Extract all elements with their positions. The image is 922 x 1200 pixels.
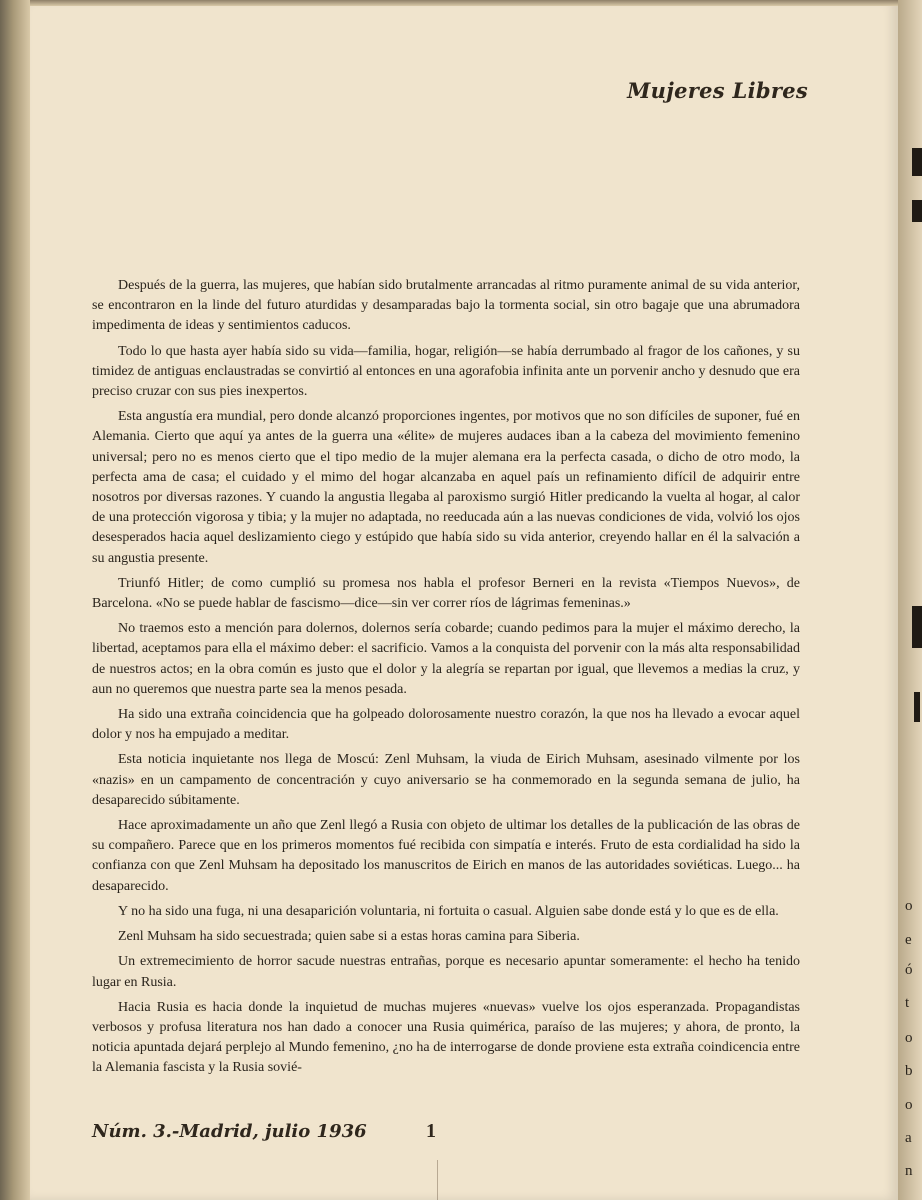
article-paragraph: No traemos esto a mención para dolernos, dolernos sería cobarde; cuando pedimos para la mujer el máximo derecho, la libertad, aceptamos para ella el máximo deber: el sacrificio. Vamos a la conquista del porvenir con la más alta responsabilidad de nuestros actos; en la obra común es justo que el dolor y la alegría se repartan por igual, que llevemos a medias la cruz, y aun no queremos que nuestra parte sea la menos pesada. [92, 621, 800, 697]
adjacent-page-mark [912, 148, 922, 176]
article-paragraph: Triunfó Hitler; de como cumplió su promesa nos habla el profesor Berneri en la revista «Tiempos Nuevos», de Barcelona. «No se puede hablar de fascismo—dice—sin ver correr ríos de lágrimas femeninas.» [92, 575, 800, 612]
article-paragraph: Y no ha sido una fuga, ni una desaparición voluntaria, ni fortuita o casual. Alguien sabe donde está y lo que es de ella. [118, 903, 779, 919]
adjacent-page-mark [912, 606, 922, 648]
adjacent-page-letter: o [905, 898, 913, 914]
article-paragraph: Hace aproximadamente un año que Zenl llegó a Rusia con objeto de ultimar los detalles de la publicación de las obras de su compañero. Parece que en los primeros momentos fué recibida con simpatía e interés. Fruto de esta cordialidad ha sido la confianza con que Zenl Muhsam ha depositado los manuscritos de Eirich en manos de las autoridades soviéticas. Luego... ha desaparecido. [92, 818, 800, 894]
adjacent-page-letter: o [905, 1097, 913, 1113]
adjacent-page-mark [912, 200, 922, 222]
page-number: 1 [426, 1120, 436, 1142]
article-paragraph: Un extremecimiento de horror sacude nuestras entrañas, porque es necesario apuntar someramente: el hecho ha tenido lugar en Rusia. [92, 954, 800, 990]
article-body [92, 276, 800, 1084]
article-paragraph: Zenl Muhsam ha sido secuestrada; quien sabe si a estas horas camina para Siberia. [118, 929, 580, 945]
article-paragraph: Todo lo que hasta ayer había sido su vida—familia, hogar, religión—se había derrumbado al fragor de los cañones, y su timidez de antiguas enclaustradas se convirtió al entonces en una agorafobia infinita ante un porvenir ancho y desnudo que era preciso cruzar con sus pies inexpertos. [92, 343, 800, 400]
adjacent-page-letter: t [905, 995, 910, 1011]
article-paragraph: Hacia Rusia es hacia donde la inquietud de muchas mujeres «nuevas» vuelve los ojos esperanzada. Propagandistas verbosos y profusa literatura nos han dado a conocer una Rusia quimérica, paraíso de las mujeres; y ahora, de pronto, la noticia apuntada dejará perplejo al Mundo femenino, ¿no ha de interrogarse de donde proviene esta extraña coindicencia entre la Alemania fascista y la Rusia sovié- [92, 999, 800, 1076]
page-fold-line [437, 1160, 438, 1200]
adjacent-page-letter: ó [905, 962, 913, 978]
adjacent-page-edge [898, 0, 922, 1200]
article-paragraph: Esta noticia inquietante nos llega de Moscú: Zenl Muhsam, la viuda de Eirich Muhsam, asesinado vilmente por los «nazis» en un campamento de concentración y cuyo aniversario se ha conmemorado en la segunda semana de julio, ha desaparecido súbitamente. [92, 752, 800, 808]
adjacent-page-letter: n [905, 1163, 913, 1179]
adjacent-page-letter: a [905, 1130, 912, 1146]
adjacent-page-letter: e [905, 932, 912, 948]
issue-footer: Núm. 3.-Madrid, julio 1936 [92, 1121, 367, 1142]
magazine-title: Mujeres Libres [627, 78, 808, 103]
book-spine [0, 0, 30, 1200]
article-paragraph: Ha sido una extraña coincidencia que ha golpeado dolorosamente nuestro corazón, la que nos ha llevado a evocar aquel dolor y nos ha empujado a meditar. [92, 707, 800, 743]
article-paragraph: Después de la guerra, las mujeres, que habían sido brutalmente arrancadas al ritmo puramente animal de su vida anterior, se encontraron en la linde del futuro aturdidas y desamparadas bajo la tormenta social, sin otro bagaje que una abrumadora impedimenta de ideas y sentimientos caducos. [92, 278, 800, 334]
page-top-edge [30, 0, 922, 6]
adjacent-page-letter: b [905, 1063, 913, 1079]
adjacent-page-letter: o [905, 1030, 913, 1046]
adjacent-page-mark [914, 692, 920, 722]
article-paragraph: Esta angustía era mundial, pero donde alcanzó proporciones ingentes, por motivos que no son difíciles de suponer, fué en Alemania. Cierto que aquí ya antes de la guerra una «élite» de mujeres audaces iban a la cabeza del movimiento femenino universal; pero no es menos cierto que el tipo medio de la mujer alemana era la perfecta casada, o dicho de otro modo, la perfecta ama de casa; el cuidado y el mimo del hogar alcanzaba en aquel país un refinamiento difícil de adquirir entre nosotros por diversas razones. Y cuando la angustia llegaba al paroxismo surgió Hitler predicando la vuelta al hogar, al calor de una protección vigorosa y tibia; y la mujer no adaptada, no reeducada aún a las nuevas condiciones de vida, volvió los ojos desesperados hacia aquel deslizamiento ciego y estúpido que había sido su vida anterior, creyendo hallar en él la salvación a su angustia presente. [92, 409, 800, 566]
